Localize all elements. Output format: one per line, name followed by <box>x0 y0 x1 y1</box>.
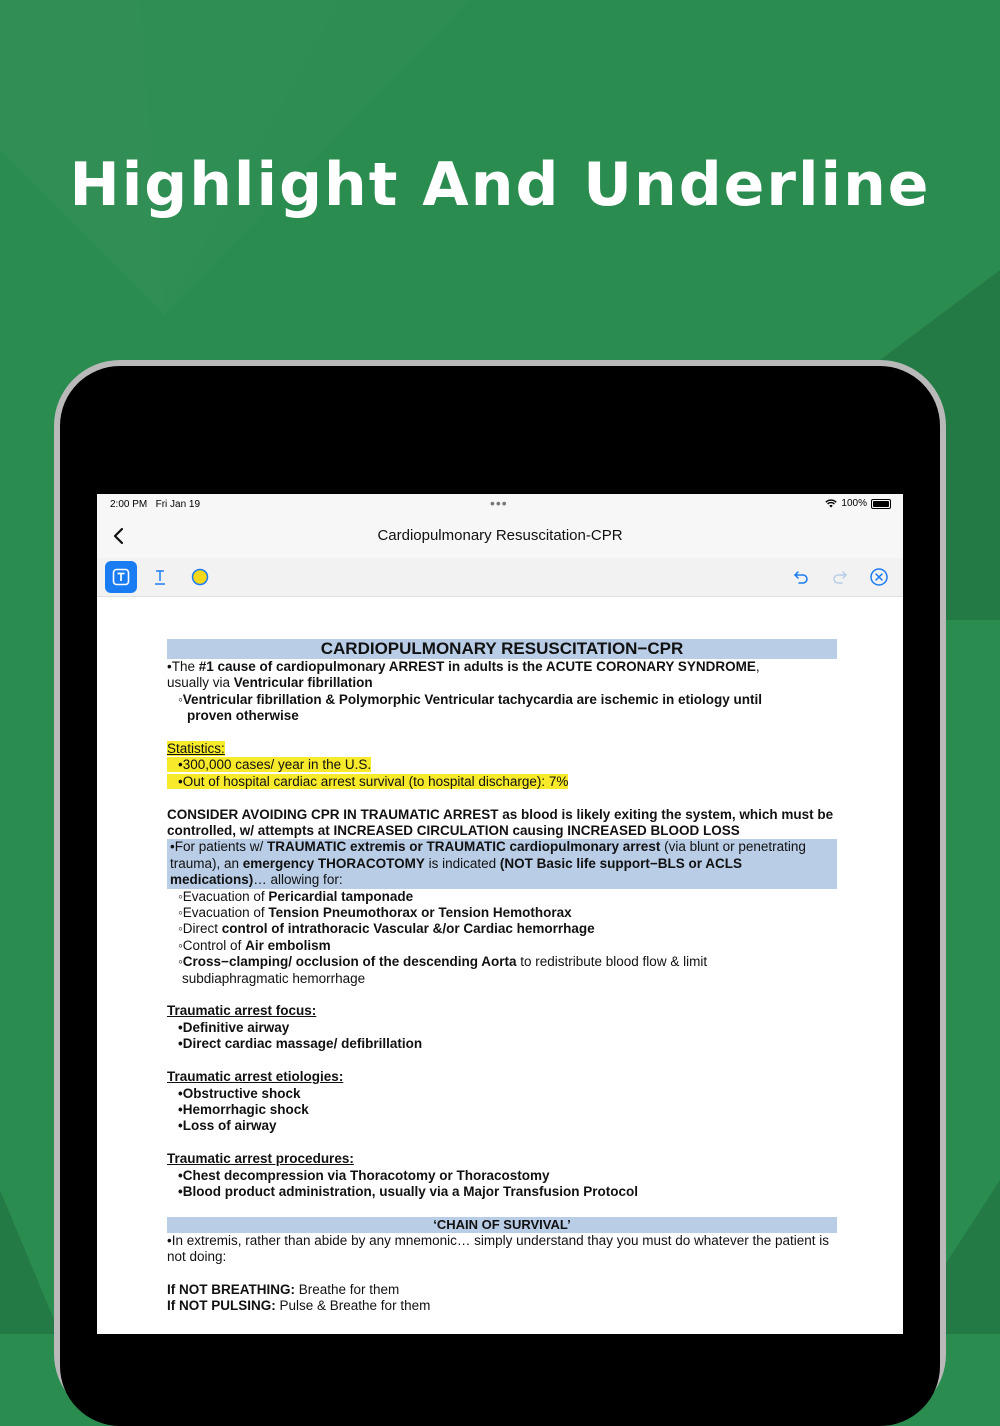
doc-line <box>167 1298 837 1314</box>
text-run: usually via <box>167 675 234 691</box>
list-item <box>167 905 837 921</box>
text-run: emergency THORACOTOMY <box>242 855 425 871</box>
yellow-circle-icon <box>190 567 210 587</box>
text-run: #1 cause of cardiopulmonary ARREST in adults is the ACUTE CORONARY SYNDROME <box>198 659 756 674</box>
consider-paragraph: CONSIDER AVOIDING CPR IN TRAUMATIC ARREST as blood is likely exiting the system, which must be controlled, w/ attempts at INCREASED CIRCULATION causing INCREASED BLOOD LOSS <box>167 806 834 839</box>
text-run: is indicated <box>424 855 500 871</box>
stats-item: •300,000 cases/ year in the U.S. <box>167 757 371 772</box>
thoracotomy-paragraph <box>167 839 837 888</box>
status-bar <box>97 494 903 514</box>
text-run: Pericardial tamponade <box>268 888 414 904</box>
doc-line <box>167 675 837 691</box>
text-run: TRAUMATIC extremis or TRAUMATIC cardiopulmonary arrest <box>267 839 661 855</box>
highlighted-line <box>167 757 837 773</box>
list-item: •Hemorrhagic shock <box>178 1101 309 1117</box>
annotation-toolbar <box>97 558 903 597</box>
text-run: ◦ <box>178 691 183 707</box>
list-item: •Chest decompression via Thoracotomy or Thoracostomy <box>178 1167 550 1183</box>
list-item <box>167 889 837 905</box>
close-circle-icon <box>869 567 889 587</box>
chain-of-survival-heading: ‘CHAIN OF SURVIVAL’ <box>167 1217 837 1233</box>
list-item: •Obstructive shock <box>178 1085 301 1101</box>
underline-tool[interactable] <box>144 561 176 593</box>
section-heading: Traumatic arrest etiologies: <box>167 1069 344 1085</box>
stats-item: •Out of hospital cardiac arrest survival (to hospital discharge): 7% <box>167 774 568 789</box>
text-run: (via blunt or penetrating trauma), an <box>170 839 806 871</box>
text-run: Pulse & Breathe for them <box>275 1298 431 1314</box>
list-item-continuation: subdiaphragmatic hemorrhage <box>182 970 366 986</box>
doc-line <box>167 659 837 675</box>
text-run: If NOT PULSING: <box>167 1298 276 1314</box>
text-run: ◦Control of <box>178 937 246 953</box>
text-run: ◦Evacuation of <box>178 905 269 921</box>
doc-line <box>167 692 837 708</box>
doc-line: proven otherwise <box>187 708 299 724</box>
promo-title: Highlight And Underline <box>69 150 931 220</box>
status-date: Fri Jan 19 <box>155 499 201 510</box>
undo-icon <box>792 568 810 586</box>
text-run: ◦Evacuation of <box>178 888 269 904</box>
document-title: Cardiopulmonary Resuscitation-CPR <box>377 527 623 544</box>
list-item: •Direct cardiac massage/ defibrillation <box>178 1036 423 1052</box>
text-select-tool[interactable] <box>105 561 137 593</box>
list-item: •Blood product administration, usually via a Major Transfusion Protocol <box>178 1183 639 1199</box>
text-run: control of intrathoracic Vascular &/or Cardiac hemorrhage <box>221 921 595 937</box>
close-button[interactable] <box>863 561 895 593</box>
text-run: … allowing for: <box>253 872 343 888</box>
text-run: If NOT BREATHING: <box>167 1281 295 1297</box>
status-clock: 2:00 PM <box>110 499 148 510</box>
pdf-page[interactable] <box>167 639 837 1315</box>
text-run: ◦ <box>178 954 183 970</box>
highlighted-line <box>167 741 837 757</box>
status-right <box>825 498 891 509</box>
text-run: (NOT Basic life support−BLS or ACLS medications) <box>170 855 743 888</box>
text-box-icon <box>112 568 130 586</box>
underline-icon <box>151 568 169 586</box>
status-time <box>110 499 200 510</box>
text-run: •The <box>167 659 199 674</box>
text-run: Breathe for them <box>295 1281 400 1297</box>
text-run: •For patients w/ <box>170 839 268 855</box>
section-heading: Traumatic arrest focus: <box>167 1003 317 1019</box>
document-heading: CARDIOPULMONARY RESUSCITATION−CPR <box>167 639 837 659</box>
stats-heading: Statistics: <box>167 741 225 757</box>
list-item <box>167 954 837 970</box>
redo-button[interactable] <box>824 561 856 593</box>
battery-percent: 100% <box>841 498 867 509</box>
doc-line <box>167 1282 837 1298</box>
section-heading: Traumatic arrest procedures: <box>167 1151 354 1167</box>
text-run: Cross−clamping/ occlusion of the descending Aorta <box>182 954 517 970</box>
wifi-icon <box>825 499 837 508</box>
text-run: Ventricular fibrillation <box>233 675 373 691</box>
text-run: ◦Direct <box>178 921 222 937</box>
list-item <box>167 938 837 954</box>
highlight-tool[interactable] <box>184 561 216 593</box>
text-run: , <box>755 659 760 674</box>
text-run: to redistribute blood flow & limit <box>516 954 708 970</box>
battery-icon <box>871 499 891 509</box>
list-item: •Definitive airway <box>178 1019 290 1035</box>
undo-button[interactable] <box>785 561 817 593</box>
highlighted-line <box>167 774 837 790</box>
list-item <box>167 921 837 937</box>
chain-paragraph: •In extremis, rather than abide by any mnemonic… simply understand thay you must do whatever the patient is not doing: <box>167 1232 830 1265</box>
navigation-bar <box>97 514 903 559</box>
multitasking-dots[interactable]: ••• <box>490 495 508 511</box>
redo-icon <box>831 568 849 586</box>
text-run: Ventricular fibrillation & Polymorphic Ventricular tachycardia are ischemic in etiology until <box>182 691 762 707</box>
list-item: •Loss of airway <box>178 1118 277 1134</box>
text-run: Tension Pneumothorax or Tension Hemothorax <box>268 905 572 921</box>
text-run: Air embolism <box>245 937 331 953</box>
app-screen <box>97 494 903 1334</box>
